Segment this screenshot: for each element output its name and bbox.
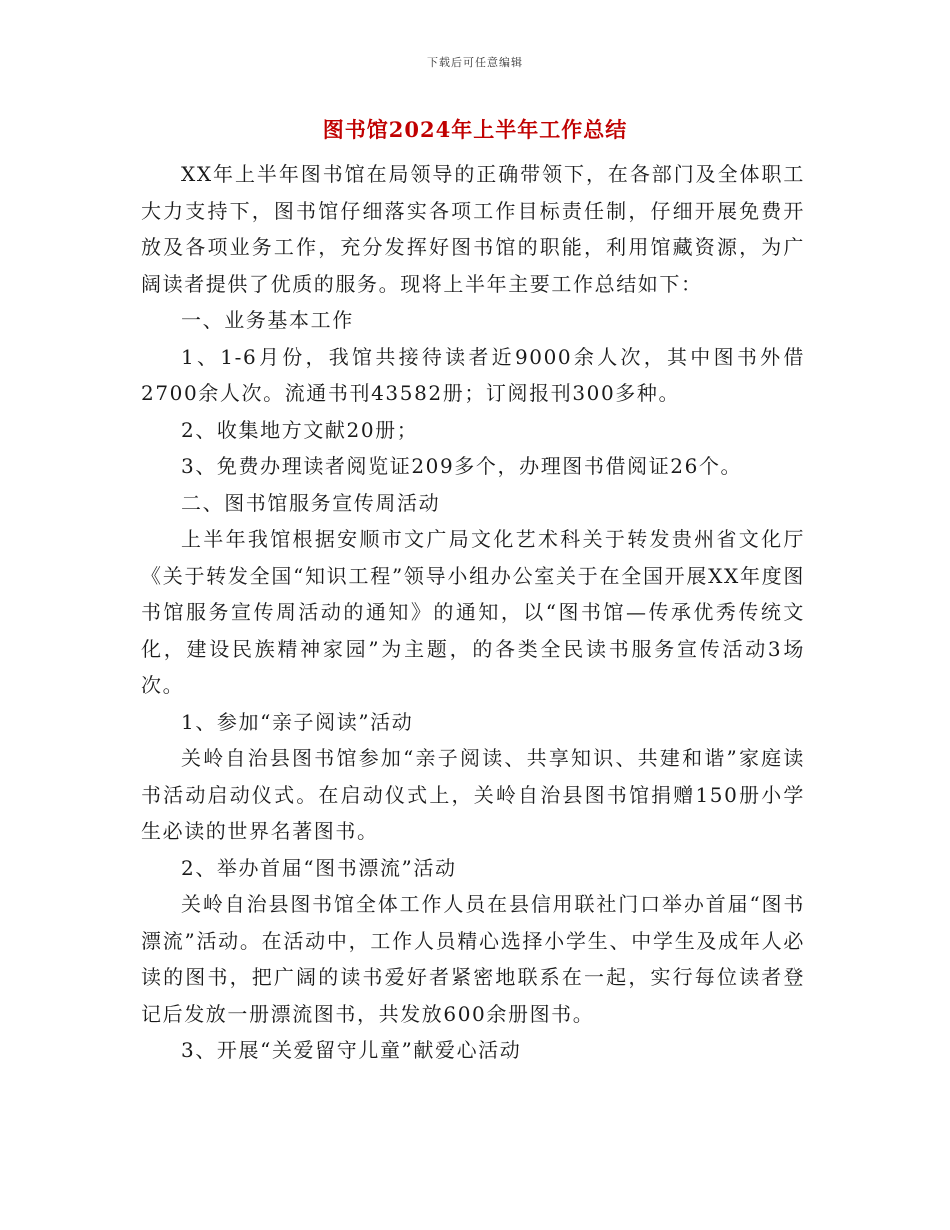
subheading-left-behind-children: 3、开展“关爱留守儿童”献爱心活动 — [181, 1038, 522, 1062]
list-item-readers: 1、1-6月份，我馆共接待读者近9000余人次，其中图书外借2700余人次。流通书刊43582册；订阅报刊300多种。 — [141, 344, 805, 405]
subheading-book-drifting: 2、举办首届“图书漂流”活动 — [181, 855, 457, 880]
list-item-reader-cards: 3、免费办理读者阅览证209多个，办理图书借阅证26个。 — [181, 454, 743, 478]
section-heading-basic-work: 一、业务基本工作 — [181, 308, 354, 332]
subheading-parent-child-reading: 1、参加“亲子阅读”活动 — [181, 709, 414, 734]
intro-paragraph: XX年上半年图书馆在局领导的正确带领下，在各部门及全体职工大力支持下，图书馆仔细落实各项工作目标责任制，仔细开展免费开放及各项业务工作，充分发挥好图书馆的职能，利用馆藏资源，为广阔读者提供了优质的服务。现将上半年主要工作总结如下： — [141, 162, 805, 296]
document-body — [141, 156, 805, 1069]
section-heading-service-week: 二、图书馆服务宣传周活动 — [181, 490, 441, 515]
parent-child-reading-paragraph: 关岭自治县图书馆参加“亲子阅读、共享知识、共建和谐”家庭读书活动启动仪式。在启动仪式上，关岭自治县图书馆捐赠150册小学生必读的世界名著图书。 — [141, 746, 805, 843]
document-title: 图书馆2024年上半年工作总结 — [322, 117, 628, 142]
service-week-paragraph: 上半年我馆根据安顺市文广局文化艺术科关于转发贵州省文化厅《关于转发全国“知识工程”领导小组办公室关于在全国开展XX年度图书馆服务宣传周活动的通知》的通知，以“图书馆—传承优秀传统文化，建设民族精神家园”为主题，的各类全民读书服务宣传活动3场次。 — [141, 527, 806, 697]
book-drifting-paragraph: 关岭自治县图书馆全体工作人员在县信用联社门口举办首届“图书漂流”活动。在活动中，工作人员精心选择小学生、中学生及成年人必读的图书，把广阔的读书爱好者紧密地联系在一起，实行每位读者登记后发放一册漂流图书，共发放600余册图书。 — [141, 892, 805, 1026]
list-item-local-documents: 2、收集地方文献20册； — [181, 417, 419, 442]
header-note: 下载后可任意编辑 — [427, 56, 523, 69]
